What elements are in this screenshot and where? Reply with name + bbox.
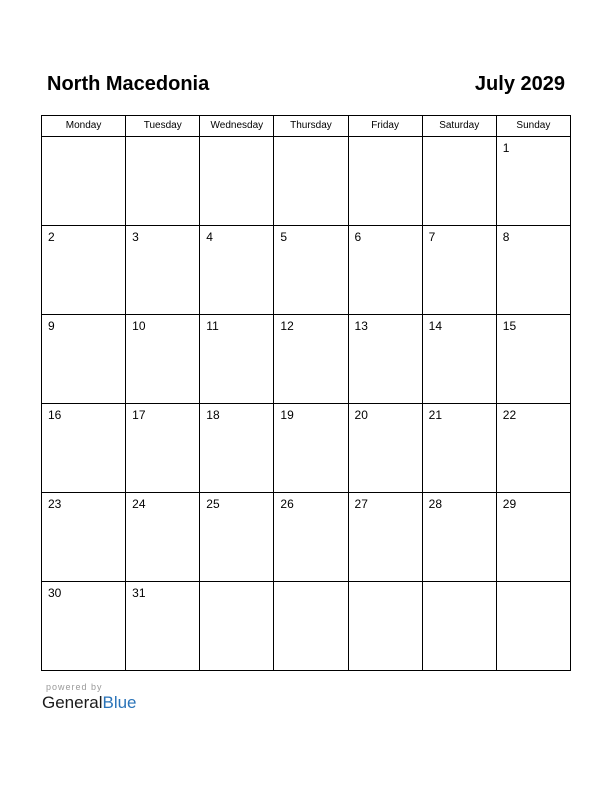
day-cell: [200, 315, 274, 404]
day-cell: [348, 226, 422, 315]
day-number: [423, 137, 496, 141]
weekday-header: Saturday: [422, 116, 496, 137]
day-number: 17: [132, 408, 146, 422]
week-row: [42, 493, 571, 582]
day-cell: [422, 315, 496, 404]
weekday-header: Monday: [42, 116, 126, 137]
day-number: 3: [132, 230, 139, 244]
day-cell: [42, 226, 126, 315]
day-cell: [422, 404, 496, 493]
weekday-header: Wednesday: [200, 116, 274, 137]
day-number: [274, 137, 347, 141]
week-row: [42, 582, 571, 671]
day-cell: [422, 137, 496, 226]
day-cell: [126, 493, 200, 582]
brand-general-text: General: [42, 693, 103, 712]
day-cell: [42, 404, 126, 493]
week-row: [42, 226, 571, 315]
day-number: [497, 582, 570, 586]
day-number: [200, 582, 273, 586]
day-number: 14: [428, 319, 443, 333]
day-cell: [348, 137, 422, 226]
day-cell: [496, 582, 570, 671]
day-cell: [274, 493, 348, 582]
week-row: [42, 137, 571, 226]
day-cell: [348, 582, 422, 671]
day-cell: [200, 404, 274, 493]
day-number: 25: [206, 497, 220, 511]
day-cell: [422, 226, 496, 315]
day-number: 13: [354, 319, 368, 333]
day-number: 15: [502, 319, 517, 333]
day-number: 4: [206, 230, 213, 244]
day-cell: [496, 315, 570, 404]
day-number: [126, 137, 199, 141]
day-cell: [422, 582, 496, 671]
day-number: 7: [428, 230, 436, 244]
month-year-title: July 2029: [474, 73, 565, 95]
day-cell: [200, 226, 274, 315]
day-cell: [200, 137, 274, 226]
day-number: 10: [132, 319, 146, 333]
day-number: 8: [502, 230, 510, 244]
day-cell: [42, 493, 126, 582]
day-cell: [348, 404, 422, 493]
weekday-header-row: [42, 116, 571, 137]
day-cell: [42, 315, 126, 404]
day-cell: [126, 315, 200, 404]
day-number: 16: [48, 408, 62, 422]
day-number: 31: [132, 586, 146, 600]
day-number: 30: [48, 586, 62, 600]
day-number: [349, 137, 422, 141]
day-cell: [126, 404, 200, 493]
day-number: [42, 137, 125, 141]
weekday-header: Sunday: [496, 116, 570, 137]
day-number: [200, 137, 273, 141]
day-cell: [126, 226, 200, 315]
day-cell: [274, 404, 348, 493]
day-cell: [42, 137, 126, 226]
calendar-grid: [41, 115, 571, 671]
day-cell: [200, 582, 274, 671]
day-number: [349, 582, 422, 586]
day-number: 18: [206, 408, 220, 422]
day-number: 24: [132, 497, 146, 511]
day-cell: [348, 315, 422, 404]
day-cell: [274, 315, 348, 404]
day-number: 27: [354, 497, 368, 511]
day-number: 20: [354, 408, 368, 422]
day-number: 28: [428, 497, 443, 511]
generalblue-logo[interactable]: [42, 693, 137, 713]
day-number: 26: [280, 497, 294, 511]
weekday-header: Tuesday: [126, 116, 200, 137]
day-cell: [496, 404, 570, 493]
day-cell: [274, 226, 348, 315]
day-cell: [496, 493, 570, 582]
day-number: 21: [428, 408, 443, 422]
day-cell: [422, 493, 496, 582]
day-number: 5: [280, 230, 288, 244]
brand-blue-text: Blue: [102, 693, 137, 712]
weekday-header: Friday: [348, 116, 422, 137]
day-number: 2: [48, 230, 55, 244]
day-cell: [496, 137, 570, 226]
day-cell: [274, 582, 348, 671]
day-number: 22: [502, 408, 517, 422]
day-cell: [126, 137, 200, 226]
day-number: [274, 582, 347, 586]
day-number: 9: [48, 319, 55, 333]
day-number: 29: [502, 497, 517, 511]
day-cell: [200, 493, 274, 582]
country-title: North Macedonia: [47, 73, 210, 95]
day-number: 11: [206, 319, 219, 333]
day-number: [423, 582, 496, 586]
day-number: 19: [280, 408, 294, 422]
week-row: [42, 315, 571, 404]
day-cell: [42, 582, 126, 671]
day-number: 6: [354, 230, 362, 244]
day-number: 23: [48, 497, 62, 511]
powered-by-label: powered by: [46, 682, 103, 692]
day-cell: [496, 226, 570, 315]
day-cell: [348, 493, 422, 582]
day-cell: [126, 582, 200, 671]
day-number: 1: [502, 141, 510, 155]
day-number: 12: [280, 319, 294, 333]
week-row: [42, 404, 571, 493]
weekday-header: Thursday: [274, 116, 348, 137]
day-cell: [274, 137, 348, 226]
